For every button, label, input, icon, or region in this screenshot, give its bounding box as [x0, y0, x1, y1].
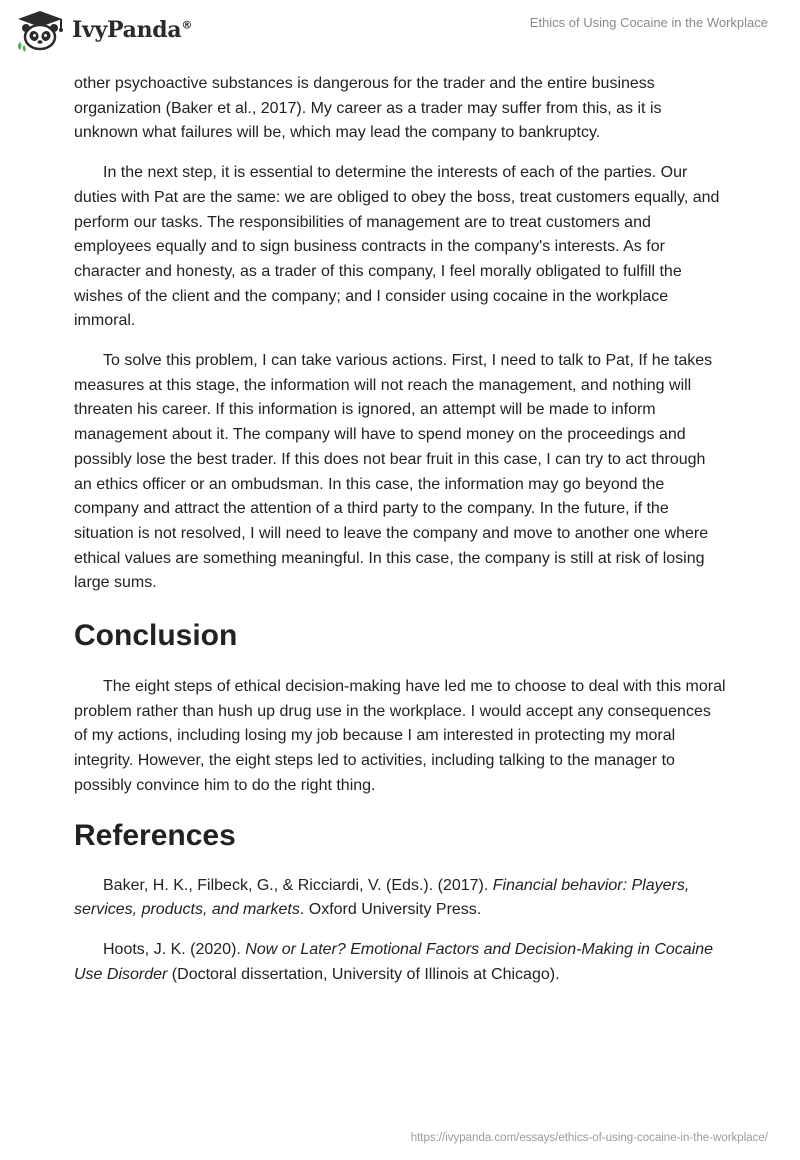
- source-url[interactable]: https://ivypanda.com/essays/ethics-of-using-cocaine-in-the-workplace/: [410, 1132, 768, 1144]
- logo-wordmark: IvyPanda®: [72, 17, 193, 43]
- references-heading: References: [74, 818, 236, 852]
- reference-hoots-title: Now or Later? Emotional Factors and Decision-Making in Cocaine Use Disorder: [74, 940, 714, 983]
- panda-graduation-icon: [14, 8, 66, 52]
- conclusion-heading: Conclusion: [74, 619, 238, 653]
- ivypanda-logo[interactable]: [14, 8, 192, 52]
- reference-baker: Baker, H. K., Filbeck, G., & Ricciardi, V. (Eds.). (2017). Financial behavior: Players, services, products, and markets. Oxford University Press.: [74, 876, 690, 919]
- document-title: Ethics of Using Cocaine in the Workplace: [529, 15, 768, 30]
- reference-baker-title: Financial behavior: Players, services, products, and markets: [74, 876, 690, 919]
- conclusion-paragraph: The eight steps of ethical decision-making have led me to choose to deal with this moral problem rather than hush up drug use in the workplace. I would accept any consequences of my actions, including losing my job because I am interested in protecting my moral integrity. However, the eight steps led to activities, including talking to the manager to possibly convince him to do the right thing.: [74, 678, 726, 794]
- body-paragraph-2: In the next step, it is essential to determine the interests of each of the parties. Our duties with Pat are the same: we are obliged to obey the boss, treat customers equally, and perform our tasks. The responsibilities of management are to treat customers and employees equally and to sign business contracts in the company's interests. As for character and honesty, as a trader of this company, I feel morally obligated to fulfill the wishes of the client and the company; and I consider using cocaine in the workplace immoral.: [74, 164, 720, 330]
- body-paragraph-3: To solve this problem, I can take various actions. First, I need to talk to Pat, If he takes measures at this stage, the information will not reach the management, and nothing will threaten his career. If this information is ignored, an attempt will be made to inform management about it. The company will have to spend money on the proceedings and possibly lose the best trader. If this does not bear fruit in this case, I can try to act through an ethics officer or an ombudsman. In this case, the information may go beyond the company and attract the attention of a third party to the company. In the future, if the situation is not resolved, I will need to leave the company and move to another one where ethical values are something meaningful. In this case, the company is still at risk of losing large sums.: [74, 352, 713, 592]
- page-header: [0, 0, 800, 70]
- essay-content: [74, 72, 726, 987]
- body-paragraph-1: other psychoactive substances is dangerous for the trader and the entire business organization (Baker et al., 2017). My career as a trader may suffer from this, as it is unknown what failures will be, which may lead the company to bankruptcy.: [74, 75, 662, 142]
- reference-hoots: Hoots, J. K. (2020). Now or Later? Emotional Factors and Decision-Making in Cocaine Use Disorder (Doctoral dissertation, University of Illinois at Chicago).: [74, 940, 714, 983]
